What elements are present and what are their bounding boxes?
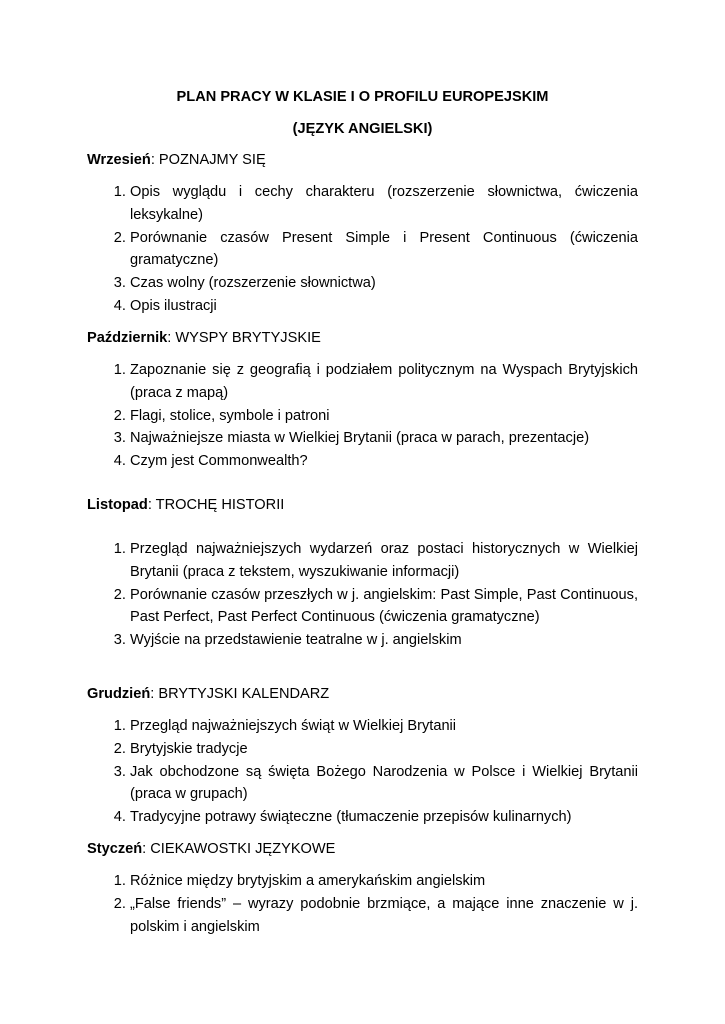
list-item: 3. Najważniejsze miasta w Wielkiej Brytanii (praca w parach, prezentacje) [130,427,638,450]
month-heading-september [87,149,266,172]
month-heading-november [87,494,284,517]
list-item: 3. Jak obchodzone są święta Bożego Narodzenia w Polsce i Wielkiej Brytanii (praca w grupach) [130,761,638,807]
list-item: 4. Opis ilustracji [130,295,638,318]
month-topic: : POZNAJMY SIĘ [150,152,266,168]
month-topic: : WYSPY BRYTYJSKIE [167,330,321,346]
month-name: Październik [87,330,168,346]
list-item: 1. Przegląd najważniejszych wydarzeń oraz postaci historycznych w Wielkiej Brytanii (praca z tekstem, wyszukiwanie informacji) [130,538,638,584]
document-title: PLAN PRACY W KLASIE I O PROFILU EUROPEJSKIM [176,89,549,105]
month-list-january [87,870,638,938]
month-name: Wrzesień [87,152,151,168]
month-list-december [87,715,638,829]
list-item: 1. Zapoznanie się z geografią i podziałem politycznym na Wyspach Brytyjskich (praca z mapą) [130,359,638,405]
month-heading-october [87,327,321,350]
month-list-october [87,359,638,473]
month-name: Grudzień [87,686,151,702]
list-item: 2. „False friends” – wyrazy podobnie brzmiące, a mające inne znaczenie w j. polskim i angielskim [130,893,638,939]
list-item: 4. Czym jest Commonwealth? [130,450,638,473]
list-item: 2. Porównanie czasów Present Simple i Present Continuous (ćwiczenia gramatyczne) [130,227,638,273]
month-list-september [87,181,638,318]
list-item: 2. Flagi, stolice, symbole i patroni [130,405,638,428]
list-item: 4. Tradycyjne potrawy świąteczne (tłumaczenie przepisów kulinarnych) [130,806,638,829]
list-item: 3. Czas wolny (rozszerzenie słownictwa) [130,272,638,295]
list-item: 1. Różnice między brytyjskim a amerykańskim angielskim [130,870,638,893]
month-name: Styczeń [87,841,143,857]
month-topic: : CIEKAWOSTKI JĘZYKOWE [142,841,336,857]
list-item: 1. Opis wyglądu i cechy charakteru (rozszerzenie słownictwa, ćwiczenia leksykalne) [130,181,638,227]
document-subtitle: (JĘZYK ANGIELSKI) [292,121,433,137]
month-heading-december [87,683,329,706]
month-topic: : TROCHĘ HISTORII [147,497,285,513]
list-item: 2. Porównanie czasów przeszłych w j. angielskim: Past Simple, Past Continuous, Past Perfect, Past Perfect Continuous (ćwiczenia gramatyczne) [130,584,638,630]
list-item: 2. Brytyjskie tradycje [130,738,638,761]
month-heading-january [87,838,335,861]
month-name: Listopad [87,497,148,513]
list-item: 1. Przegląd najważniejszych świąt w Wielkiej Brytanii [130,715,638,738]
list-item: 3. Wyjście na przedstawienie teatralne w j. angielskim [130,629,638,652]
month-list-november [87,538,638,652]
month-topic: : BRYTYJSKI KALENDARZ [150,686,330,702]
